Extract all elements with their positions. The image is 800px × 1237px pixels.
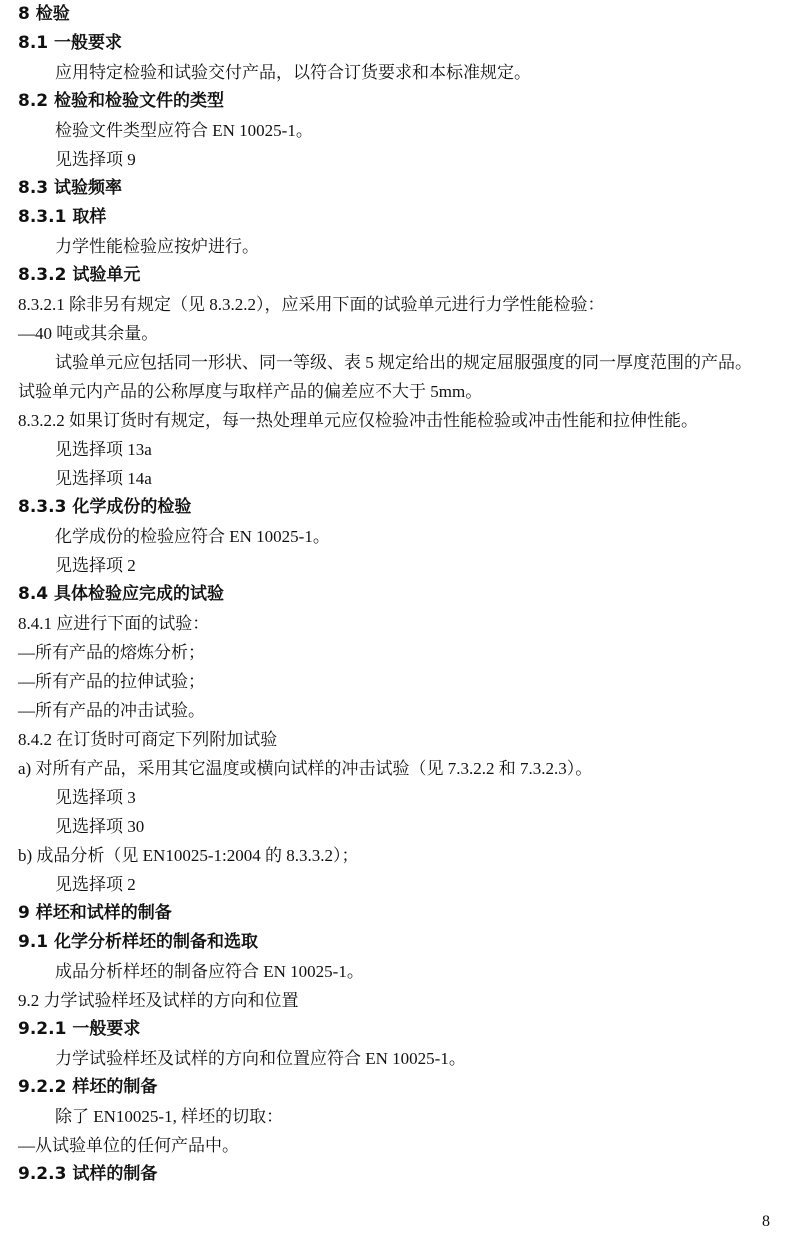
option-reference: 见选择项 30 — [55, 817, 145, 836]
option-reference: 见选择项 3 — [55, 788, 136, 807]
paragraph: 检验文件类型应符合 EN 10025-1。 — [55, 121, 313, 140]
list-item: —所有产品的熔炼分析； — [18, 643, 205, 662]
subsection-heading: 9.2 力学试验样坯及试样的方向和位置 — [18, 991, 299, 1010]
option-reference: 见选择项 2 — [55, 875, 136, 894]
subsection-heading: 8.3.1 取样 — [18, 207, 107, 227]
clause: 8.3.2.2 如果订货时有规定，每一热处理单元应仅检验冲击性能检验或冲击性能和拉伸性能。 — [18, 411, 698, 430]
subsection-heading: 8.3.3 化学成份的检验 — [18, 497, 192, 517]
subsection-heading: 8.3 试验频率 — [18, 178, 123, 198]
subsection-heading: 9.2.3 试样的制备 — [18, 1164, 158, 1184]
subsection-heading: 9.2.1 一般要求 — [18, 1019, 141, 1039]
paragraph: 力学性能检验应按炉进行。 — [55, 237, 259, 256]
page-number: 8 — [762, 1213, 770, 1230]
subsection-heading: 8.3.2 试验单元 — [18, 265, 141, 285]
subsection-heading: 8.4 具体检验应完成的试验 — [18, 584, 225, 604]
list-item: —从试验单位的任何产品中。 — [18, 1136, 239, 1155]
option-reference: 见选择项 14a — [55, 469, 152, 488]
paragraph: 成品分析样坯的制备应符合 EN 10025-1。 — [55, 962, 364, 981]
section-heading: 8 检验 — [18, 4, 70, 24]
clause: 8.3.2.1 除非另有规定（见 8.3.2.2），应采用下面的试验单元进行力学性能检验： — [18, 295, 605, 314]
subsection-heading: 8.1 一般要求 — [18, 33, 123, 53]
list-item: a) 对所有产品，采用其它温度或横向试样的冲击试验（见 7.3.2.2 和 7.3.2.3）。 — [18, 759, 593, 778]
paragraph: 化学成份的检验应符合 EN 10025-1。 — [55, 527, 330, 546]
option-reference: 见选择项 13a — [55, 440, 152, 459]
list-item: —所有产品的拉伸试验； — [18, 672, 205, 691]
clause: 8.4.2 在订货时可商定下列附加试验 — [18, 730, 278, 749]
clause: 8.4.1 应进行下面的试验： — [18, 614, 210, 633]
list-item: —40 吨或其余量。 — [18, 324, 159, 343]
section-heading: 9 样坯和试样的制备 — [18, 903, 172, 923]
paragraph: 除了 EN10025-1, 样坯的切取： — [55, 1107, 284, 1126]
subsection-heading: 8.2 检验和检验文件的类型 — [18, 91, 225, 111]
paragraph: 力学试验样坯及试样的方向和位置应符合 EN 10025-1。 — [55, 1049, 466, 1068]
option-reference: 见选择项 9 — [55, 150, 136, 169]
subsection-heading: 9.2.2 样坯的制备 — [18, 1077, 158, 1097]
paragraph: 应用特定检验和试验交付产品，以符合订货要求和本标准规定。 — [55, 63, 531, 82]
list-item: b) 成品分析（见 EN10025-1:2004 的 8.3.3.2）； — [18, 846, 359, 865]
paragraph-continuation: 试验单元内产品的公称厚度与取样产品的偏差应不大于 5mm。 — [18, 382, 483, 401]
option-reference: 见选择项 2 — [55, 556, 136, 575]
subsection-heading: 9.1 化学分析样坯的制备和选取 — [18, 932, 259, 952]
list-item: —所有产品的冲击试验。 — [18, 701, 205, 720]
paragraph: 试验单元应包括同一形状、同一等级、表 5 规定给出的规定屈服强度的同一厚度范围的产品。 — [55, 353, 752, 372]
